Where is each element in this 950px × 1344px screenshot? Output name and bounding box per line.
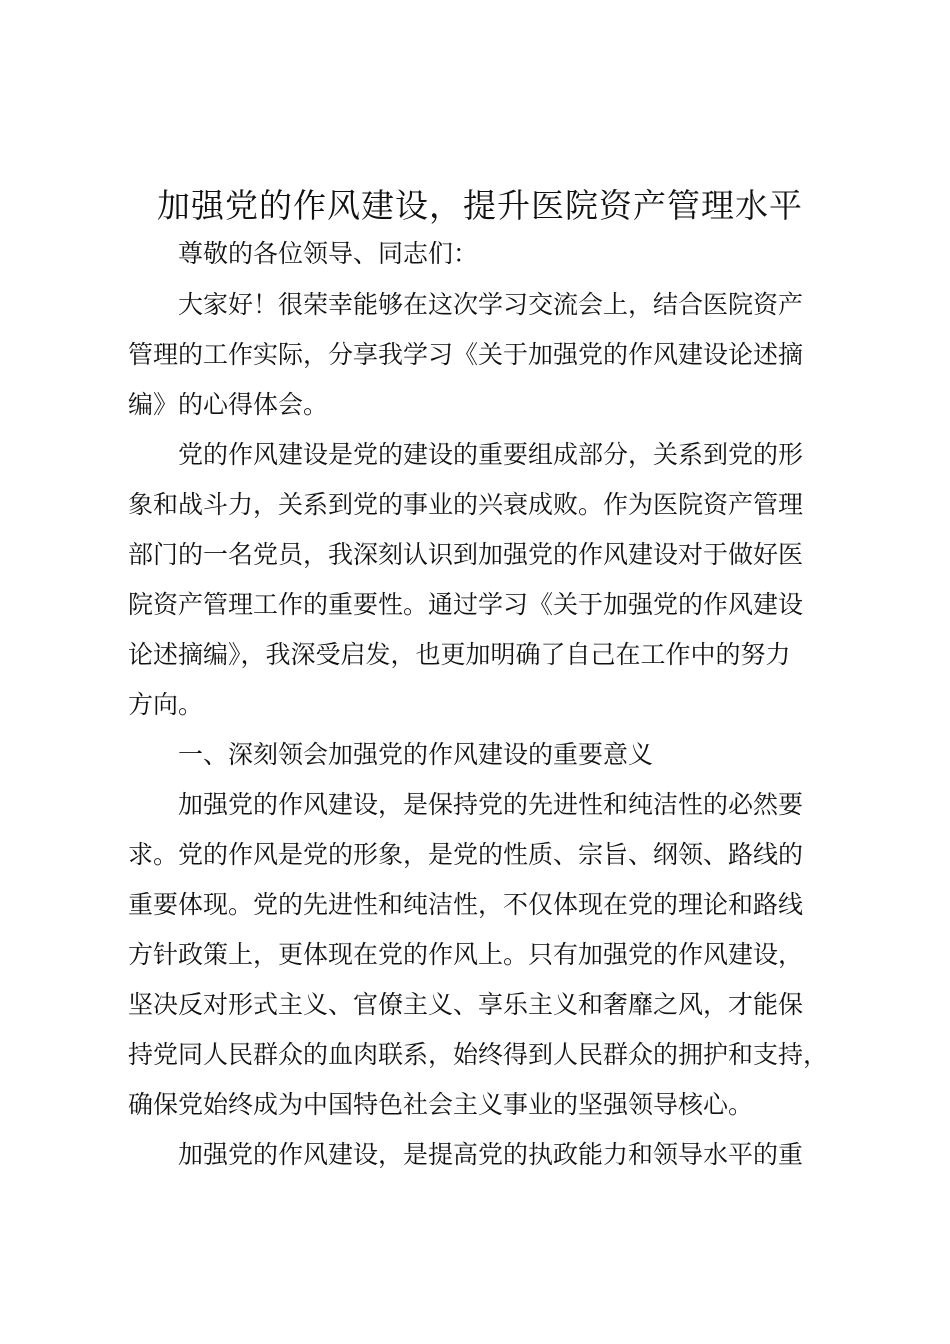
- paragraph-line: 院资产管理工作的重要性。通过学习《关于加强党的作风建设: [128, 590, 804, 619]
- paragraph-line: 加强党的作风建设，是提高党的执政能力和领导水平的重: [178, 1140, 804, 1169]
- paragraph-line: 重要体现。党的先进性和纯洁性，不仅体现在党的理论和路线: [128, 890, 804, 919]
- paragraph-line: 求。党的作风是党的形象，是党的性质、宗旨、纲领、路线的: [128, 840, 804, 869]
- paragraph-line: 部门的一名党员，我深刻认识到加强党的作风建设对于做好医: [128, 540, 804, 569]
- paragraph-line: 方针政策上，更体现在党的作风上。只有加强党的作风建设，: [128, 940, 804, 969]
- paragraph-line: 管理的工作实际，分享我学习《关于加强党的作风建设论述摘: [128, 340, 804, 369]
- paragraph-line: 确保党始终成为中国特色社会主义事业的坚强领导核心。: [128, 1090, 754, 1119]
- paragraph-line: 加强党的作风建设，是保持党的先进性和纯洁性的必然要: [178, 790, 804, 819]
- paragraph-line: 论述摘编》，我深受启发，也更加明确了自己在工作中的努力: [128, 640, 791, 669]
- paragraph-line: 编》的心得体会。: [128, 390, 329, 419]
- paragraph-line: 党的作风建设是党的建设的重要组成部分，关系到党的形: [178, 440, 804, 469]
- paragraph-line: 方向。: [128, 690, 204, 719]
- document-title: 加强党的作风建设，提升医院资产管理水平: [157, 186, 803, 225]
- salutation: 尊敬的各位领导、同志们：: [178, 239, 479, 268]
- paragraph-line: 坚决反对形式主义、官僚主义、享乐主义和奢靡之风，才能保: [128, 990, 804, 1019]
- section-heading: 一、深刻领会加强党的作风建设的重要意义: [178, 740, 654, 769]
- paragraph-line: 持党同人民群众的血肉联系，始终得到人民群众的拥护和支持，: [128, 1040, 829, 1069]
- paragraph-line: 象和战斗力，关系到党的事业的兴衰成败。作为医院资产管理: [128, 490, 804, 519]
- paragraph-line: 大家好！很荣幸能够在这次学习交流会上，结合医院资产: [178, 290, 804, 319]
